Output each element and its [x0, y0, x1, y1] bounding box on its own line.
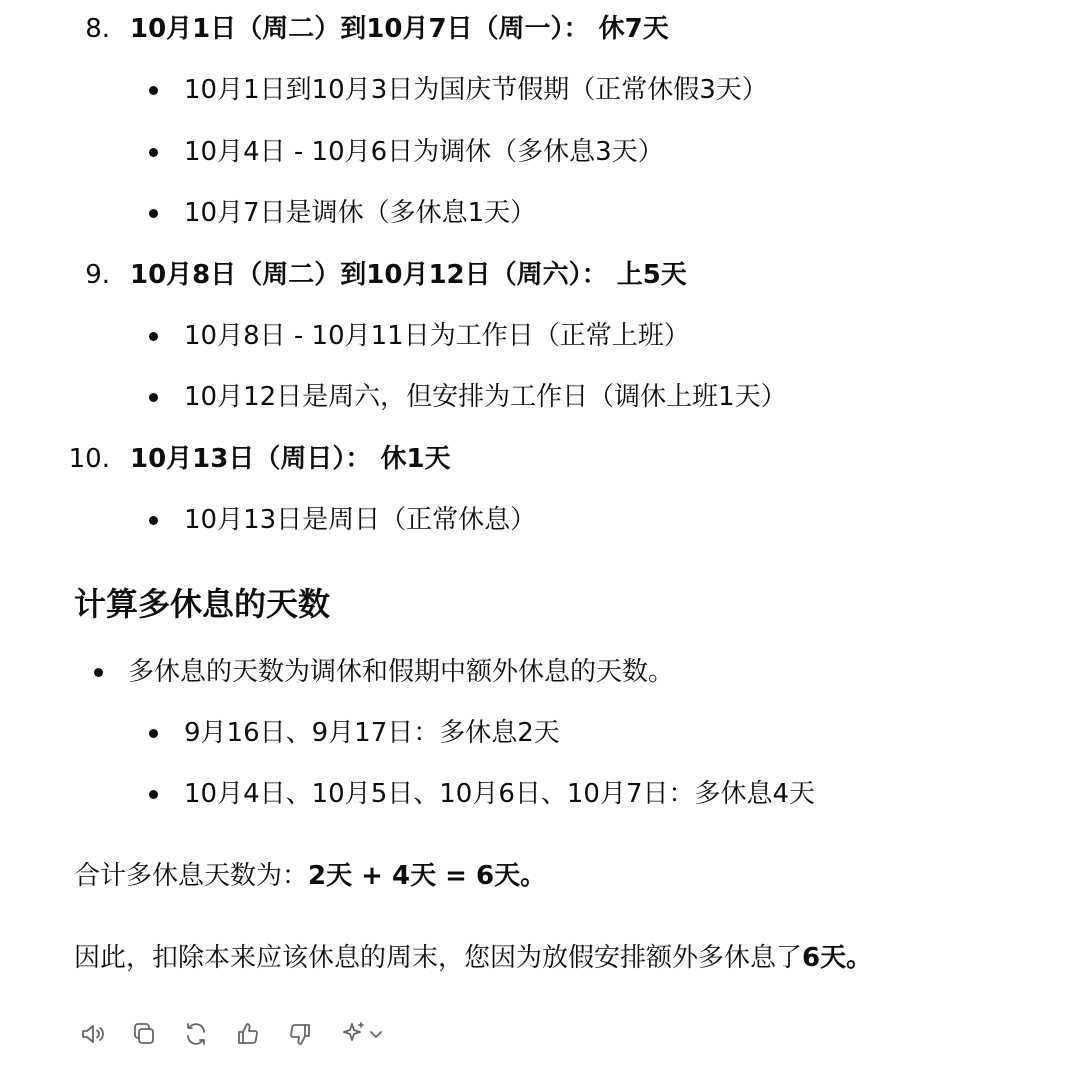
item-summary: 休7天	[598, 14, 669, 44]
list-item: 10月8日 - 10月11日为工作日（正常上班）	[184, 321, 690, 351]
speaker-icon	[78, 1020, 106, 1048]
list-item: 10月12日是周六，但安排为工作日（调休上班1天）	[184, 382, 787, 412]
bullet-dot	[149, 148, 158, 157]
list-item: 10月4日、10月5日、10月6日、10月7日：多休息4天	[184, 779, 816, 809]
section-bullet: 多休息的天数为调休和假期中额外休息的天数。	[128, 657, 675, 687]
list-number-8: 8.	[85, 14, 110, 44]
list-item: 10月7日是调休（多休息1天）	[184, 198, 537, 228]
like-button[interactable]	[230, 1016, 266, 1052]
conclusion-bold: 6天。	[802, 943, 873, 973]
bullet-dot	[149, 332, 158, 341]
item-summary: 休1天	[380, 444, 451, 474]
list-item: 9月16日、9月17日：多休息2天	[184, 718, 560, 748]
regenerate-button[interactable]	[178, 1016, 214, 1052]
list-item-10-title	[130, 442, 451, 476]
conclusion-line	[74, 941, 872, 975]
bullet-dot	[149, 729, 158, 738]
copy-button[interactable]	[126, 1016, 162, 1052]
total-prefix: 合计多休息天数为：	[74, 861, 309, 891]
bullet-dot	[149, 790, 158, 799]
list-number-9: 9.	[85, 260, 110, 290]
bullet-dot	[149, 86, 158, 95]
bullet-dot	[149, 209, 158, 218]
dislike-button[interactable]	[282, 1016, 318, 1052]
list-item-8-title	[130, 12, 669, 46]
chevron-down-icon	[368, 1026, 384, 1042]
item-summary: 上5天	[616, 260, 687, 290]
conclusion-text: 因此，扣除本来应该休息的周末，您因为放假安排额外多休息了	[74, 943, 803, 973]
list-item: 10月13日是周日（正常休息）	[184, 505, 537, 535]
list-number-10: 10.	[68, 444, 110, 474]
bullet-dot	[149, 516, 158, 525]
item-title: 10月8日（周二）到10月12日（周六）：	[130, 260, 608, 290]
item-title: 10月1日（周二）到10月7日（周一）：	[130, 14, 590, 44]
list-item: 10月1日到10月3日为国庆节假期（正常休假3天）	[184, 75, 768, 105]
item-title: 10月13日（周日）：	[130, 444, 372, 474]
list-item: 10月4日 - 10月6日为调休（多休息3天）	[184, 137, 664, 167]
list-item-9-title	[130, 258, 687, 292]
thumbs-up-icon	[234, 1020, 262, 1048]
bullet-dot	[94, 668, 103, 677]
sparkle-icon	[340, 1020, 368, 1048]
regenerate-icon	[182, 1020, 210, 1048]
total-line	[74, 859, 546, 893]
thumbs-down-icon	[286, 1020, 314, 1048]
copy-icon	[130, 1020, 158, 1048]
total-formula: 2天 + 4天 = 6天。	[308, 861, 547, 891]
model-switch-button[interactable]	[334, 1016, 390, 1052]
section-heading: 计算多休息的天数	[74, 585, 331, 623]
bullet-dot	[149, 393, 158, 402]
read-aloud-button[interactable]	[74, 1016, 110, 1052]
message-actions-toolbar	[74, 1014, 390, 1054]
